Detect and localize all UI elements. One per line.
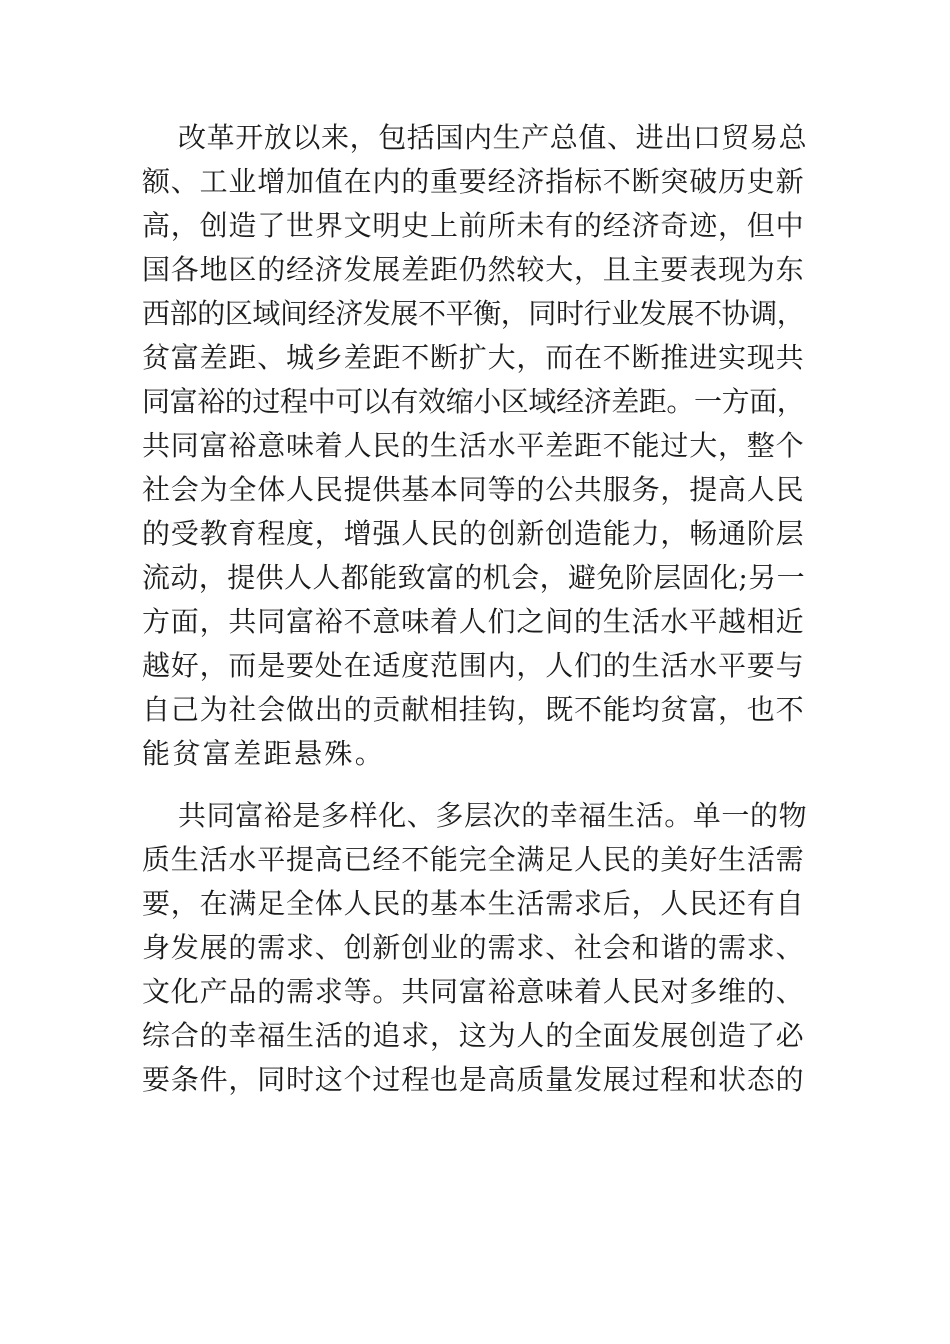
paragraph-line: 高，创造了世界文明史上前所未有的经济奇迹，但中 (142, 209, 805, 242)
paragraph-line: 社会为全体人民提供基本同等的公共服务，提高人民 (142, 473, 805, 506)
paragraph-line: 国各地区的经济发展差距仍然较大，且主要表现为东 (142, 253, 805, 286)
paragraph-line: 自己为社会做出的贡献相挂钩，既不能均贫富，也不 (142, 693, 805, 726)
paragraph-line: 贫富差距、城乡差距不断扩大，而在不断推进实现共 (142, 341, 805, 374)
paragraph-line: 能贫富差距悬殊。 (142, 737, 386, 770)
paragraph-line: 共同富裕是多样化、多层次的幸福生活。单一的物 (178, 799, 808, 832)
paragraph-1 (142, 116, 807, 776)
paragraph-line: 要，在满足全体人民的基本生活需求后，人民还有自 (142, 887, 805, 920)
paragraph-line: 要条件，同时这个过程也是高质量发展过程和状态的 (142, 1063, 805, 1096)
paragraph-line: 同富裕的过程中可以有效缩小区域经济差距。一方面， (142, 385, 805, 418)
paragraph-line: 改革开放以来，包括国内生产总值、进出口贸易总 (178, 121, 808, 154)
paragraph-line: 西部的区域间经济发展不平衡，同时行业发展不协调， (142, 297, 805, 330)
paragraph-line: 的受教育程度，增强人民的创新创造能力，畅通阶层 (142, 517, 805, 550)
paragraph-line: 文化产品的需求等。共同富裕意味着人民对多维的、 (142, 975, 805, 1008)
paragraph-2 (142, 794, 807, 1102)
paragraph-line: 共同富裕意味着人民的生活水平差距不能过大，整个 (142, 429, 805, 462)
paragraph-line: 身发展的需求、创新创业的需求、社会和谐的需求、 (142, 931, 805, 964)
paragraph-line: 流动，提供人人都能致富的机会，避免阶层固化;另一 (142, 561, 806, 594)
paragraph-line: 越好，而是要处在适度范围内，人们的生活水平要与 (142, 649, 805, 682)
paragraph-line: 质生活水平提高已经不能完全满足人民的美好生活需 (142, 843, 805, 876)
paragraph-line: 方面，共同富裕不意味着人们之间的生活水平越相近 (142, 605, 805, 638)
paragraph-line: 综合的幸福生活的追求，这为人的全面发展创造了必 (142, 1019, 805, 1052)
paragraph-line: 额、工业增加值在内的重要经济指标不断突破历史新 (142, 165, 805, 198)
